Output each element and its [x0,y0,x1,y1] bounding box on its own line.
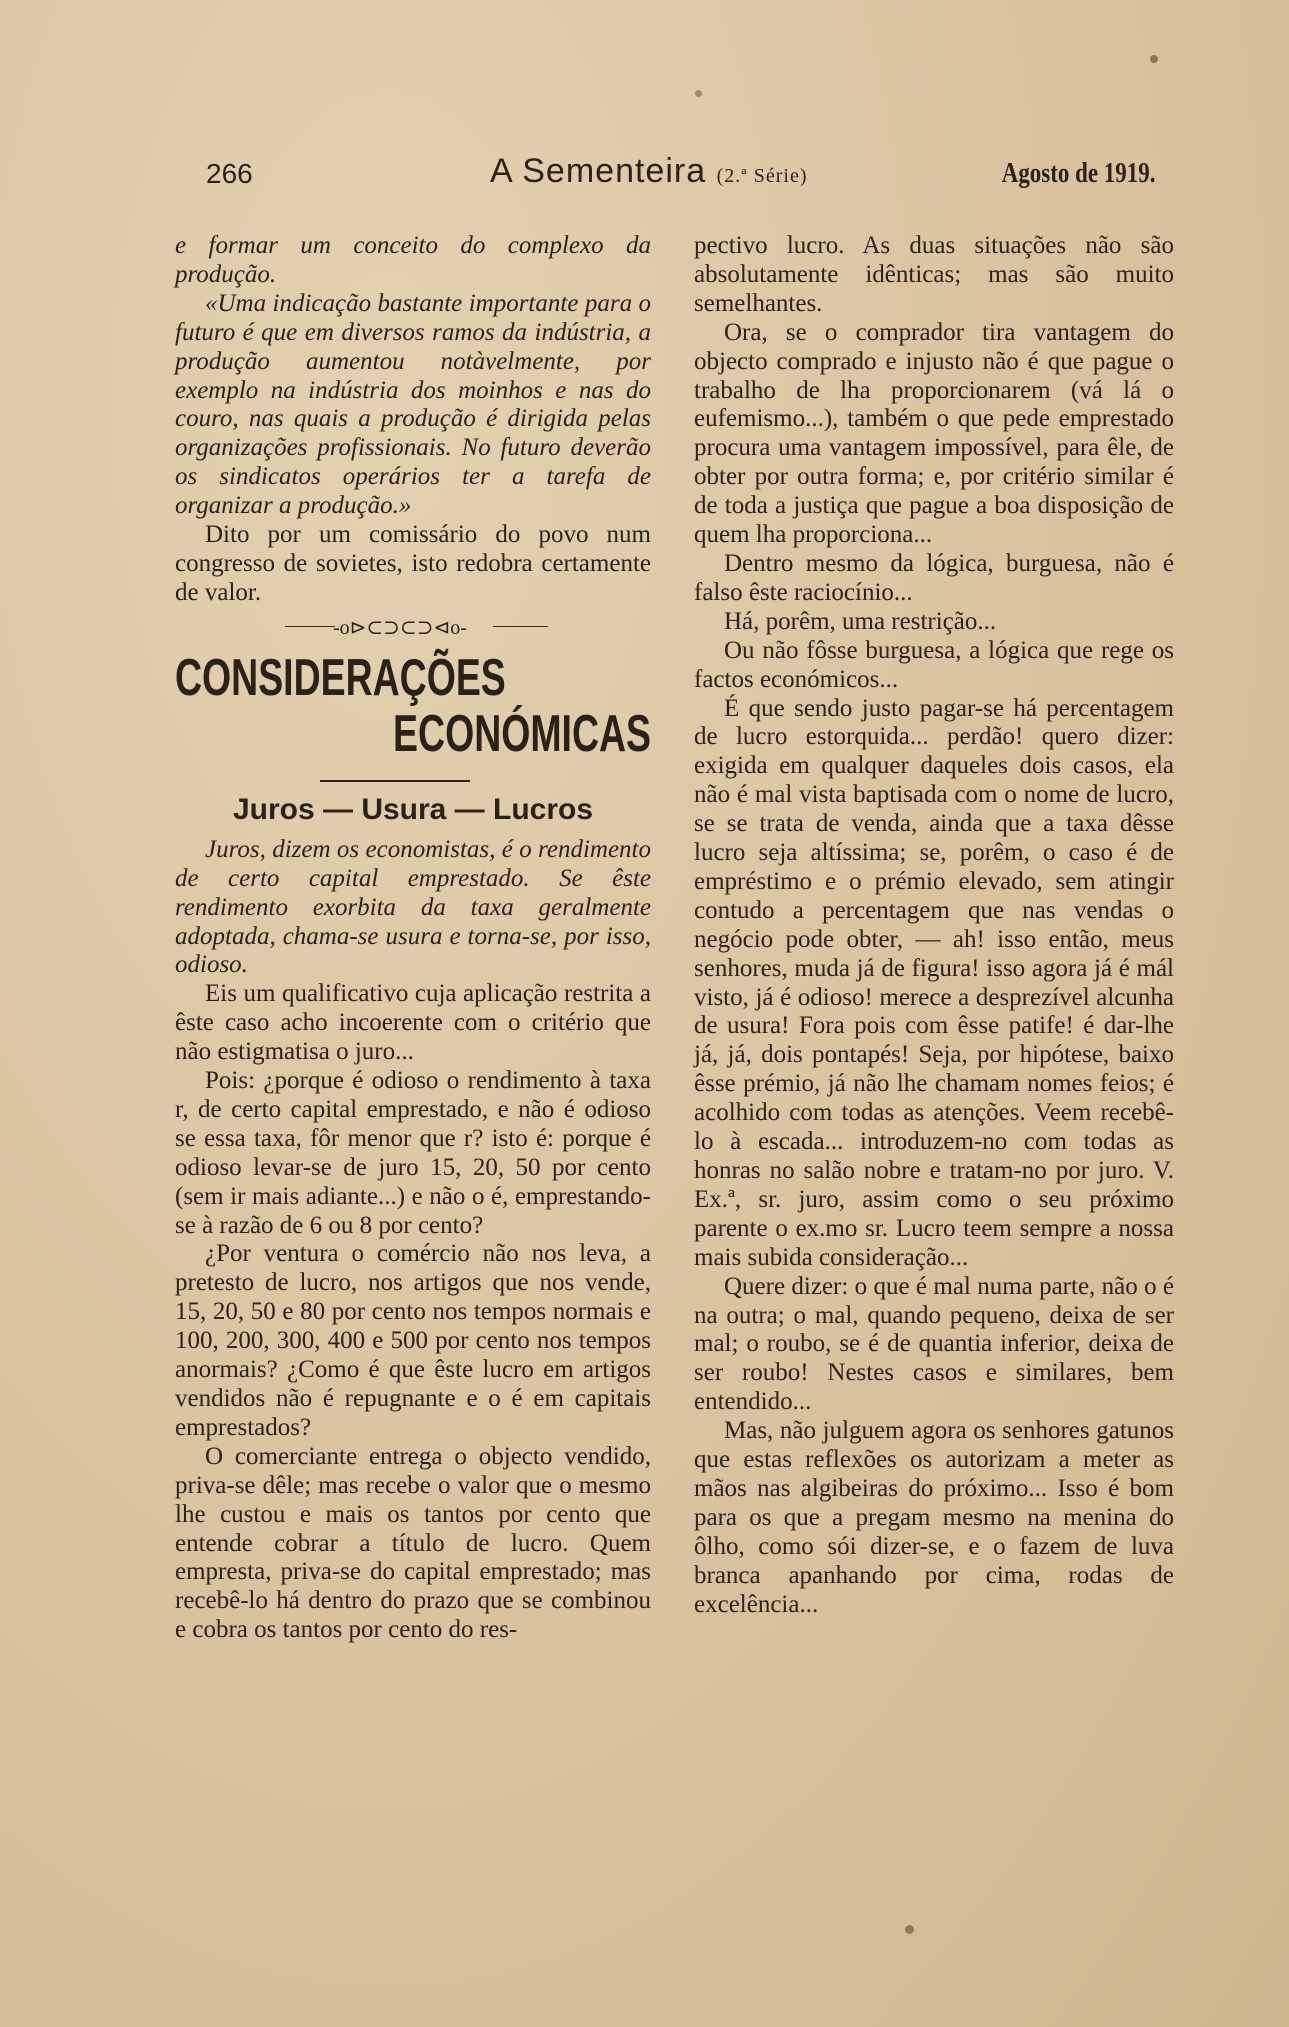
section-subheading: Juros — Usura — Lucros [232,792,594,826]
paragraph: pectivo lucro. As duas situações não são absolutamente idênticas; mas são muito semelhantes. [694,232,1174,317]
ornament: -o⊳⊂⊃⊂⊃⊲o- [333,616,467,639]
journal-name: A Sementeira [490,152,707,190]
paper-stain [695,90,702,97]
section-heading-line2: ECONÓMICAS [393,704,651,763]
page-header [170,152,1155,202]
issue-date: Agosto de 1919. [1001,158,1155,189]
paragraph: e formar um conceito do complexo da produção. [175,232,651,288]
ornament-divider [175,608,651,648]
paragraph: Eis um qualificativo cuja aplicação restrita a êste caso acho incoerente com o critério que não estigmatisa o juro... [175,980,651,1066]
paragraph: Dito por um comissário do povo num congresso de sovietes, isto redobra certamente de valor. [175,521,651,606]
heading-rule [320,780,470,782]
paragraph: O comerciante entrega o objecto vendido, priva-se dêle; mas recebe o valor que o mesmo lhe custou e mais os tantos por cento que entende cobrar a título de lucro. Quem empresta, priva-se do capital emprestado; mas recebê-lo há dentro do prazo que se combinou e cobra os tantos por cento do res- [175,1442,651,1644]
paragraph: Há, porêm, uma restrição... [724,607,997,635]
page-number: 266 [206,158,253,189]
paragraph: É que sendo justo pagar-se há percentagem de lucro estorquida... perdão! quero dizer: exigida em qualquer daqueles dois casos, ela não é mal vista baptisada com o nome de lucro, se se trata de venda, ainda que a taxa dêsse lucro seja altíssima; se, porêm, o caso é de empréstimo e o prémio elevado, sem atingir contudo a percentagem que nas vendas o negócio pode obter, — ah! isso então, meus senhores, muda já de figura! isso agora já é mál visto, já é odioso! merece a desprezível alcunha de usura! Fora pois com êsse patife! é dar-lhe já, já, dois pontapés! Seja, por hipótese, baixo êsse prémio, já não lhe chamam nomes feios; é acolhido com todas as atenções. Veem recebê-lo à escada... introduzem-no com todas as honras no salão nobre e tratam-no por juro. V. Ex.ª, sr. juro, assim como o seu próximo parente o ex.mo sr. Lucro teem sempre a nossa mais subida consideração... [694,694,1174,1271]
section-heading-line1: CONSIDERAÇÕES [175,648,506,707]
paper-stain [1150,55,1158,63]
paper-stain [905,1925,914,1934]
paragraph: Dentro mesmo da lógica, burguesa, não é falso êste raciocínio... [694,549,1174,606]
paragraph: Ou não fôsse burguesa, a lógica que rege os factos económicos... [694,636,1174,693]
paragraph: Mas, não julguem agora os senhores gatunos que estas reflexões os autorizam a meter as mãos nas algibeiras do próximo... Isso é bom para os que a pregam mesmo na menina do ôlho, como sói dizer-se, e o fazem de luva branca apanhando por cima, rodas de excelência... [694,1417,1174,1618]
paragraph: Juros, dizem os economistas, é o rendimento de certo capital emprestado. Se êste rendimento exorbita da taxa geralmente adoptada, chama-se usura e torna-se, por isso, odioso. [175,835,651,979]
paragraph: ¿Por ventura o comércio não nos leva, a pretesto de lucro, nos artigos que nos vende, 15, 20, 50 e 80 por cento nos tempos normais e 100, 200, 300, 400 e 500 por cento nos tempos anormais? ¿Como é que êste lucro em artigos vendidos não é repugnante e o é em capitais emprestados? [175,1240,651,1441]
journal-title [490,152,808,191]
paragraph: Pois: ¿porque é odioso o rendimento à taxa r, de certo capital emprestado, e não é odioso se essa taxa, fôr menor que r? isto é: porque é odioso levar-se de juro 15, 20, 50 por cento (sem ir mais adiante...) e não o é, emprestando-se à razão de 6 ou 8 por cento? [175,1067,651,1239]
paragraph: Quere dizer: o que é mal numa parte, não o é na outra; o mal, quando pequeno, deixa de ser mal; o roubo, se é de quantia inferior, deixa de ser roubo! Nestes casos e similares, bem entendido... [694,1272,1174,1416]
quote-paragraph: «Uma indicação bastante importante para o futuro é que em diversos ramos da indústria, a produção aumentou notàvelmente, por exemplo na indústria dos moinhos e nas do couro, nas quais a produção é dirigida pelas organizações profissionais. No futuro deverão os sindicatos operários ter a tarefa de organizar a produção.» [175,289,651,520]
left-column [175,232,651,1645]
journal-series: (2.ª Série) [716,165,808,187]
paragraph: Ora, se o comprador tira vantagem do objecto comprado e injusto não é que pague o trabalho de lha proporcionarem (vá lá o eufemismo...), também o que pede emprestado procura uma vantagem impossível, para êle, de obter por outra forma; e, por critério similar é de toda a justiça que pague a boa disposição de quem lha proporciona... [694,318,1174,549]
right-column [694,232,1174,1620]
